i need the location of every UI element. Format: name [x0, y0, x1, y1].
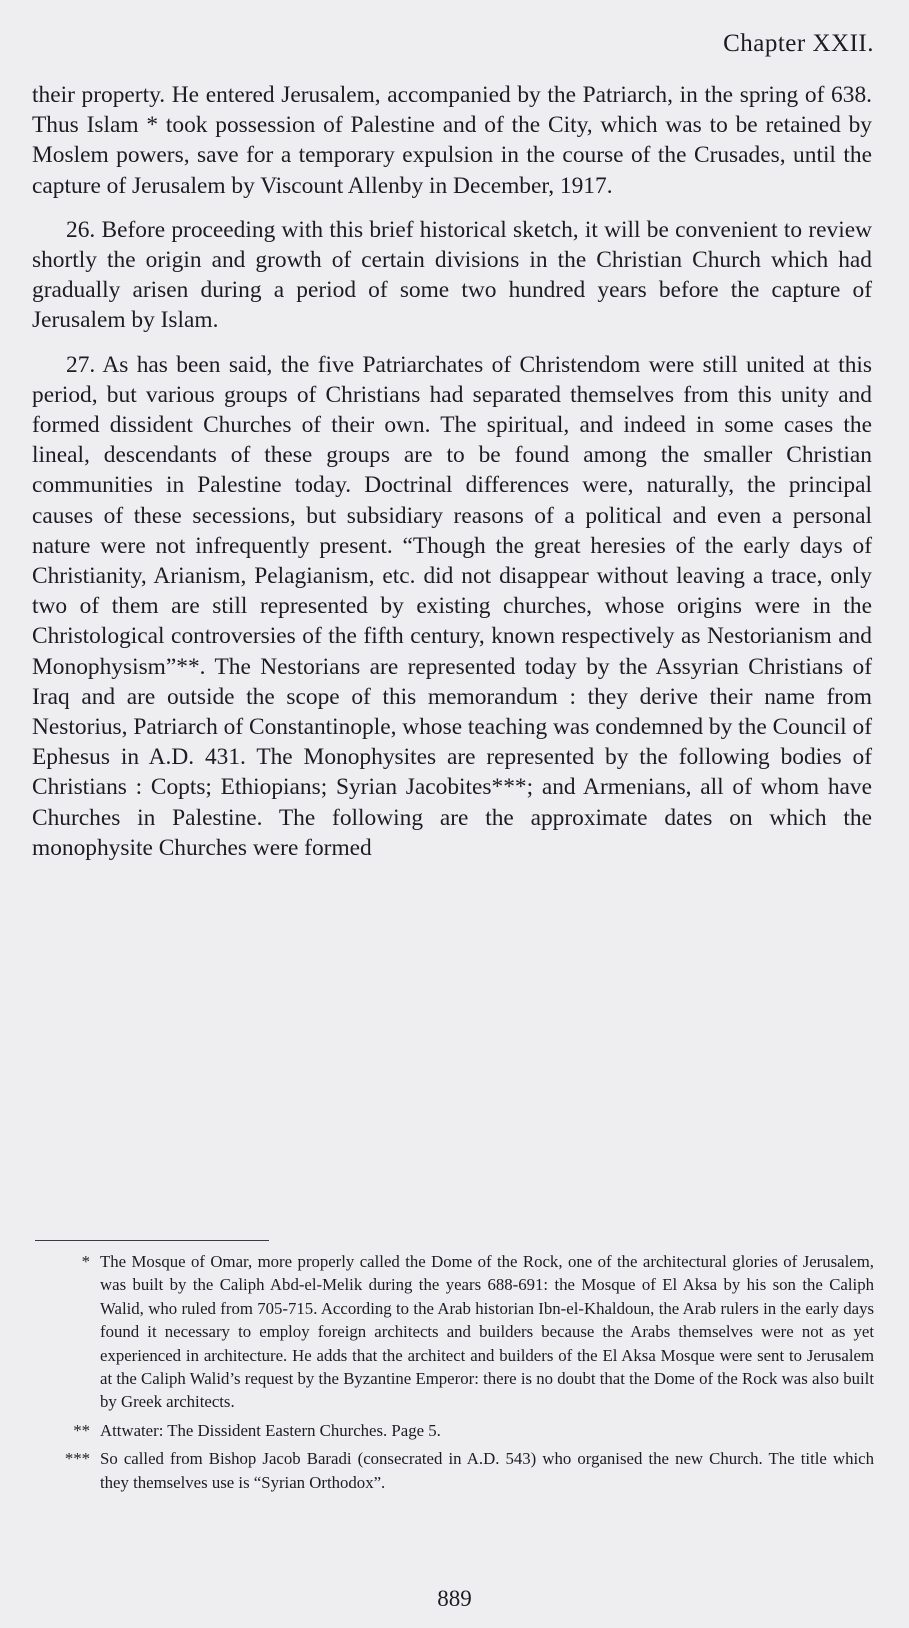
footnote-2 [66, 1419, 874, 1442]
footnote-mark: * [81, 1252, 90, 1271]
footnote-mark: ** [73, 1420, 90, 1440]
footnote-mark: *** [64, 1449, 90, 1469]
footnote-text: The Mosque of Omar, more properly called the Dome of the Rock, one of the architectural glories of Jerusalem, was built by the Caliph Abd-el-Melik during the years 688-691: the Mosque of El Aksa by his son the Caliph Walid, who ruled from 705-715. According to the Arab historian Ibn-el-Khaldoun, the Arab rulers in the early days found it necessary to employ foreign architects and builders because the Arabs themselves were not as yet experienced in architecture. He adds that the architect and builders of the El Aksa Mosque were sent to Jerusalem at the Caliph Walid’s request by the Byzantine Emperor: there is no doubt that the Dome of the Rock was also built by Greek architects. [100, 1252, 874, 1412]
chapter-heading: Chapter XXII. [723, 30, 874, 57]
paragraph-continued: their property. He entered Jerusalem, accompanied by the Patriarch, in the spring of 638. Thus Islam * took possession of Palestine and of the City, which was to be retained by Moslem powers, save for a temporary expulsion in the course of the Crusades, until the capture of Jerusalem by Viscount Allenby in December, 1917. [32, 82, 872, 199]
footnote-3 [66, 1447, 874, 1494]
footnotes [66, 1250, 874, 1499]
footnote-text: So called from Bishop Jacob Baradi (consecrated in A.D. 543) who organised the new Church. The title which they themselves use is “Syrian Orthodox”. [100, 1449, 874, 1492]
footnote-divider [35, 1240, 269, 1241]
paragraph-26: 26. Before proceeding with this brief historical sketch, it will be convenient to review shortly the origin and growth of certain divisions in the Christian Church which had gradually arisen during a period of some two hundred years before the capture of Jerusalem by Islam. [32, 216, 872, 334]
page-number: 889 [437, 1586, 472, 1611]
footnote-1 [66, 1250, 874, 1414]
paragraph-27: 27. As has been said, the five Patriarchates of Christendom were still united at this period, but various groups of Christians had separated themselves from this unity and formed dissident Churches of their own. The spiritual, and indeed in some cases the lineal, descendants of these groups are to be found among the smaller Christian communities in Palestine today. Doctrinal differences were, naturally, the principal causes of these secessions, but subsidiary reasons of a political and even a personal nature were not infrequently present. “Though the great heresies of the early days of Christianity, Arianism, Pelagianism, etc. did not disappear without leaving a trace, only two of them are still represented by existing churches, whose origins were in the Christological controversies of the fifth century, known respectively as Nestorianism and Monophysism”**. The Nestorians are represented today by the Assyrian Christians of Iraq and are outside the scope of this memorandum : they derive their name from Nestorius, Patriarch of Constantinople, whose teaching was condemned by the Council of Ephesus in A.D. 431. The Monophysites are represented by the following bodies of Christians : Copts; Ethiopians; Syrian Jacobites***; and Armenians, all of whom have Churches in Palestine. The following are the approximate dates on which the monophysite Churches were formed [32, 351, 872, 861]
footnote-text: Attwater: The Dissident Eastern Churches. Page 5. [100, 1420, 441, 1440]
body-text [32, 80, 872, 877]
